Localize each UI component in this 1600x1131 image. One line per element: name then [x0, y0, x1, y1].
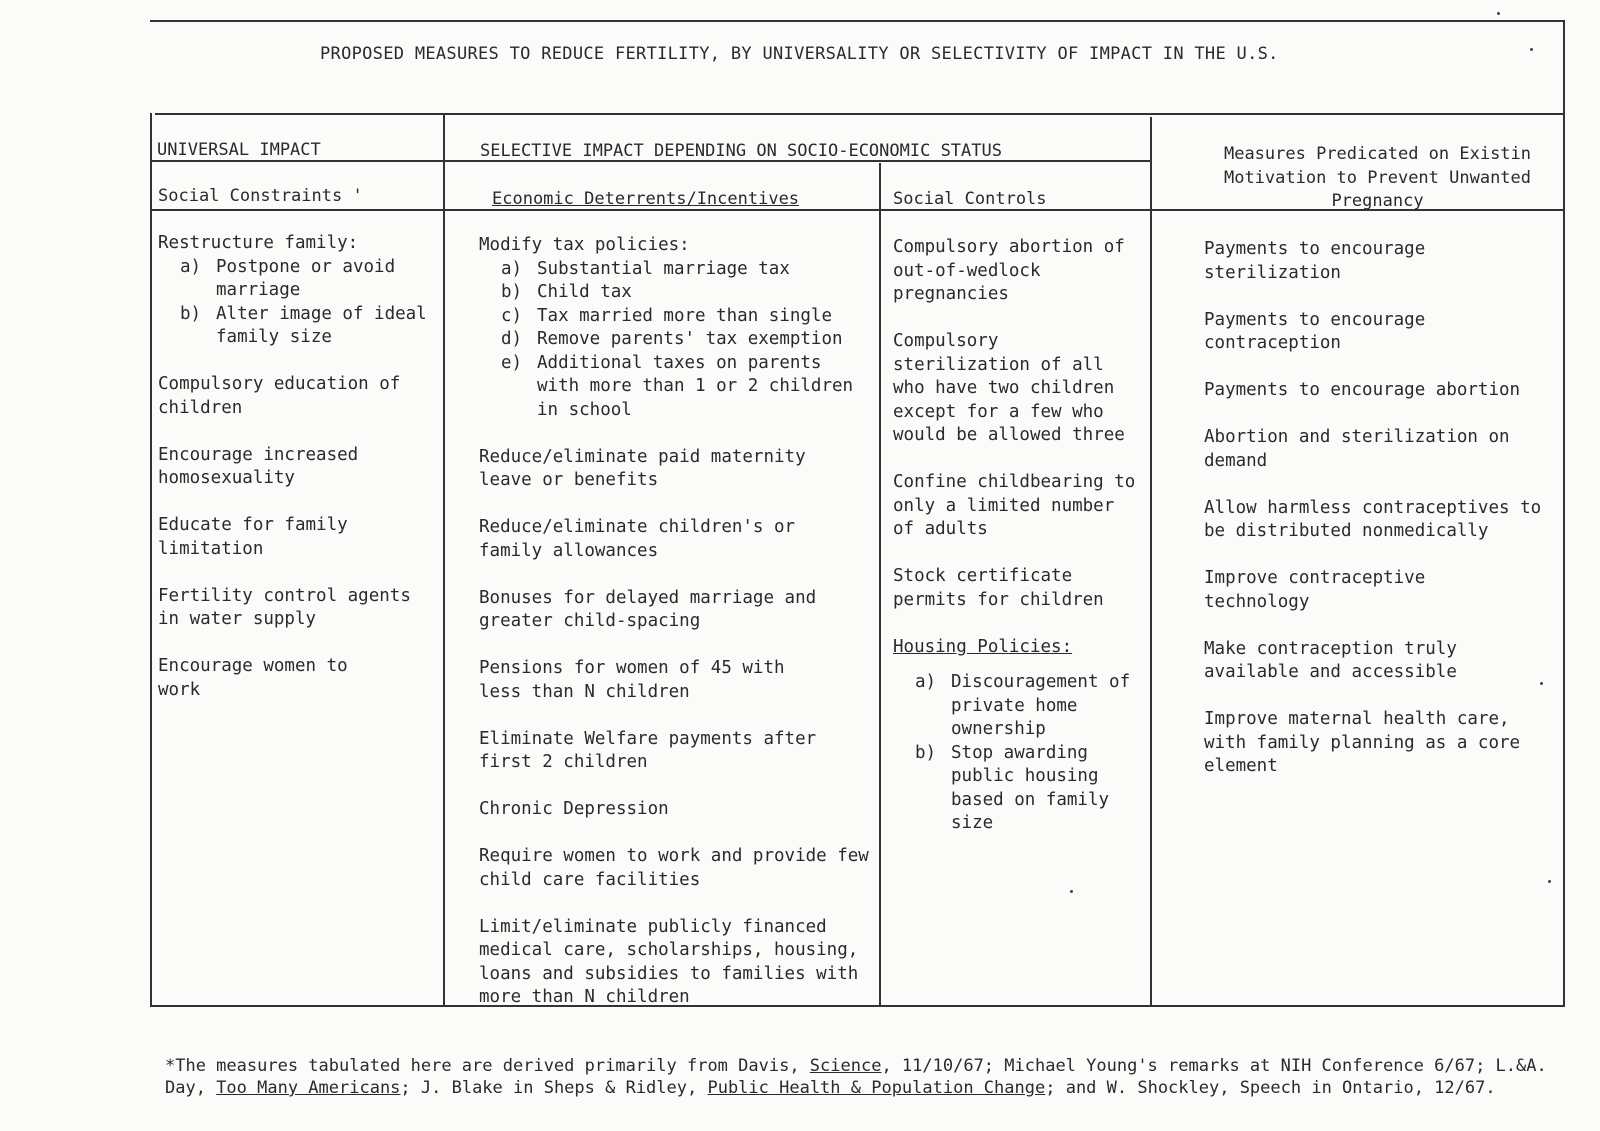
document-title: PROPOSED MEASURES TO REDUCE FERTILITY, BY UNIVERSALITY OR SELECTIVITY OF IMPACT IN THE U.S.: [320, 44, 1279, 64]
economic-deterrents-column: [479, 234, 874, 1010]
item-text: Child tax: [537, 282, 632, 302]
list-item: Payments to encourage contraception: [1204, 309, 1426, 353]
footnote-text: ; J. Blake in Sheps & Ridley,: [400, 1078, 708, 1098]
scan-speck: [1070, 890, 1073, 893]
item-marker: a): [180, 256, 202, 277]
list-item: [158, 256, 438, 303]
table-top-rule: [155, 113, 1565, 115]
housing-policies-heading: Housing Policies:: [893, 636, 1073, 657]
list-item: Compulsory abortion of out-of-wedlock pregnancies: [893, 237, 1125, 304]
scan-speck: [1540, 682, 1543, 685]
item-marker: a): [915, 672, 937, 692]
list-item: Improve maternal health care, with family planning as a core element: [1204, 709, 1521, 776]
item-marker: e): [501, 352, 523, 373]
scan-speck: [1548, 880, 1551, 883]
list-item: Compulsory education of children: [158, 374, 401, 418]
header-selective-impact: SELECTIVE IMPACT DEPENDING ON SOCIO-ECONOMIC STATUS: [480, 141, 1002, 161]
list-item: [893, 742, 1143, 836]
list-item: Stock certificate permits for children: [893, 566, 1104, 610]
citation-too-many-americans: Too Many Americans: [216, 1078, 401, 1098]
list-item: Reduce/eliminate paid maternity leave or benefits: [479, 446, 806, 490]
top-frame-rule: [150, 20, 1565, 22]
list-item: Eliminate Welfare payments after first 2 children: [479, 728, 817, 772]
list-item: Compulsory sterilization of all who have two children except for a few who would be allowed three: [893, 331, 1125, 445]
col4-divider: [1150, 117, 1152, 1006]
tax-policies-block: [479, 234, 874, 422]
list-item: Require women to work and provide few child care facilities: [479, 846, 869, 890]
list-item: Payments to encourage abortion: [1204, 380, 1521, 400]
list-item: [479, 328, 874, 352]
item-marker: b): [180, 303, 202, 324]
list-item: Abortion and sterilization on demand: [1204, 427, 1510, 471]
list-item: Reduce/eliminate children's or family allowances: [479, 517, 796, 561]
table-left-rule: [150, 113, 152, 1006]
list-item: [158, 303, 438, 350]
footnote: [165, 1055, 1590, 1099]
social-controls-column: [893, 236, 1143, 836]
list-item: Confine childbearing to only a limited number of adults: [893, 472, 1136, 539]
header-economic-deterrents: Economic Deterrents/Incentives: [492, 189, 800, 209]
list-item: Allow harmless contraceptives to be distributed nonmedically: [1204, 497, 1542, 541]
col3-divider: [879, 163, 881, 1006]
list-item: Bonuses for delayed marriage and greater child-spacing: [479, 587, 817, 631]
item-text: Stop awarding public housing based on family size: [951, 742, 1110, 833]
col1-divider: [443, 115, 445, 1006]
footnote-text: , 11/10/67; Michael Young's remarks at NIH Conference 6/67; L.&A. Day,: [165, 1056, 1547, 1098]
list-item: Encourage increased homosexuality: [158, 444, 359, 488]
header-social-controls: Social Controls: [893, 189, 1047, 209]
item-text: Remove parents' tax exemption: [537, 329, 843, 349]
header-social-constraints: Social Constraints ': [158, 186, 363, 206]
header-predicated-measures: Measures Predicated on Existin Motivation to Prevent Unwanted Pregnancy: [1223, 144, 1532, 211]
list-item: Encourage women to work: [158, 656, 348, 700]
predicated-measures-column: [1204, 238, 1559, 802]
social-constraints-column: [158, 232, 438, 726]
citation-public-health: Public Health & Population Change: [707, 1078, 1046, 1098]
item-text: Alter image of ideal family size: [216, 303, 427, 347]
right-frame-rule: [1563, 20, 1565, 1006]
list-item: Pensions for women of 45 with less than N children: [479, 658, 785, 702]
list-item: Payments to encourage sterilization: [1204, 239, 1426, 283]
restructure-family-block: [158, 232, 438, 350]
item-text: Discouragement of private home ownership: [951, 672, 1131, 739]
item-text: Postpone or avoid marriage: [216, 256, 396, 300]
item-text: Tax married more than single: [537, 305, 833, 326]
restructure-family-heading: Restructure family:: [158, 233, 359, 253]
list-item: Chronic Depression: [479, 799, 669, 819]
item-marker: a): [501, 258, 523, 279]
list-item: Improve contraceptive technology: [1204, 568, 1426, 612]
item-marker: d): [501, 329, 523, 349]
item-marker: b): [915, 742, 937, 763]
list-item: [893, 671, 1143, 742]
tax-policies-heading: Modify tax policies:: [479, 235, 690, 255]
item-marker: b): [501, 282, 523, 302]
footnote-text: ; and W. Shockley, Speech in Ontario, 12/67.: [1045, 1078, 1496, 1098]
item-text: Additional taxes on parents with more than 1 or 2 children in school: [537, 352, 854, 420]
item-text: Substantial marriage tax: [537, 258, 790, 279]
list-item: Fertility control agents in water supply: [158, 585, 411, 629]
list-item: [479, 305, 874, 329]
item-marker: c): [501, 305, 523, 326]
list-item: Make contraception truly available and accessible: [1204, 638, 1457, 682]
scan-speck: [1530, 48, 1533, 51]
list-item: [479, 352, 874, 423]
list-item: [479, 281, 874, 305]
list-item: [479, 258, 874, 282]
citation-science: Science: [809, 1056, 882, 1076]
footnote-text: *The measures tabulated here are derived primarily from Davis,: [165, 1056, 810, 1076]
list-item: Limit/eliminate publicly financed medical care, scholarships, housing, loans and subsidies to families with more than N children: [479, 916, 859, 1007]
scan-speck: [1497, 12, 1500, 15]
list-item: Educate for family limitation: [158, 515, 348, 559]
header-universal-impact: UNIVERSAL IMPACT: [157, 140, 321, 160]
